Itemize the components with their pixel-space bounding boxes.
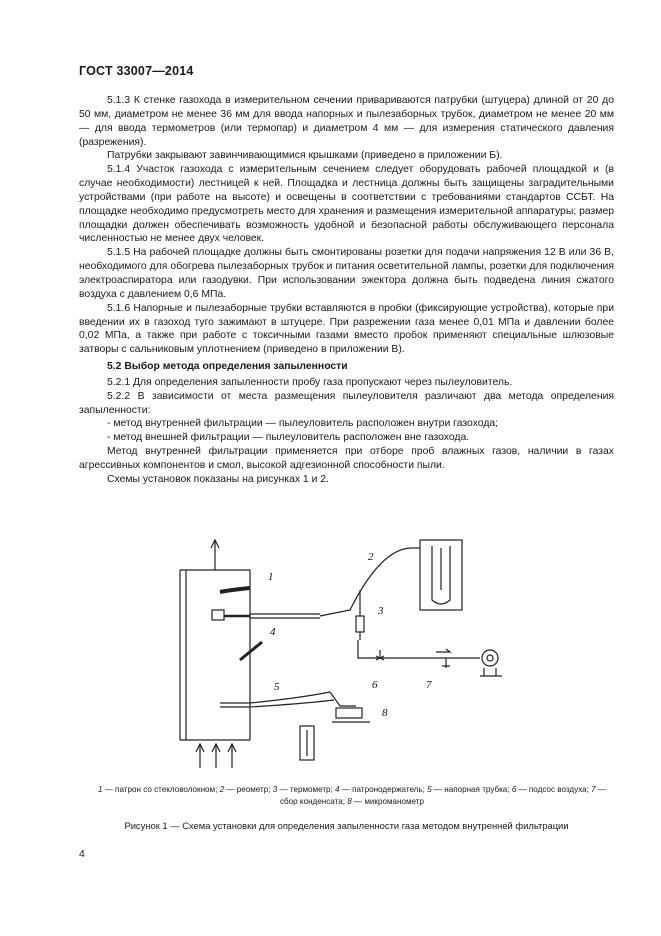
heated-hose xyxy=(220,588,250,592)
list-item-internal: - метод внутренней фильтрации — пылеуловитель расположен внутри газохода; xyxy=(107,418,499,430)
legend-item-1: 1 — патрон со стекловолокном; xyxy=(97,785,220,794)
label-5: 5 xyxy=(274,681,280,693)
micromanometer-tube xyxy=(330,692,356,706)
legend-item-7: 7 — сбор конденсата; xyxy=(280,785,607,806)
paragraph-5-1-3: 5.1.3 К стенке газохода в измерительном сечении привариваются патрубки (штуцера) длиной от 20 до 50 мм, диаметром не менее 36 мм для ввода напорных и пылезаборных трубок, диаметром не менее 20 мм — для ввода термометров (или термопар) и диаметром 4 мм — для измерения статического давления (разрежения). xyxy=(79,95,614,148)
suction-line xyxy=(358,640,480,658)
section-heading-5-2: 5.2 Выбор метода определения запыленности xyxy=(107,361,348,373)
pump-circle xyxy=(482,650,498,666)
label-2: 2 xyxy=(368,551,374,563)
flow-arrow-bottom-1 xyxy=(196,744,204,768)
label-3: 3 xyxy=(378,605,384,617)
legend-item-8: 8 — микроманометр xyxy=(347,797,424,806)
page-number: 4 xyxy=(79,848,85,860)
legend-item-6: 6 — подсос воздуха; xyxy=(511,785,592,794)
figure-caption: Рисунок 1 — Схема установки для определения запыленности газа методом внутренней фильтрации xyxy=(124,820,569,831)
paragraph-schemes: Схемы установок показаны на рисунках 1 и 2. xyxy=(107,473,329,485)
thermometer-bulb xyxy=(356,616,364,632)
paragraph-internal-method: Метод внутренней фильтрации применяется при отборе проб влажных газов, наличии в газах агрессивных компонентов и смол, высокой адгезионной способности пыли. xyxy=(79,446,614,471)
label-1: 1 xyxy=(268,571,274,583)
legend-item-4: 4 — патронодержатель; xyxy=(335,785,428,794)
valve-condensate xyxy=(442,658,450,668)
paragraph-5-1-6: 5.1.6 Напорные и пылезаборные трубки вставляются в пробки (фиксирующие устройства), которые при введении их в газоход туго зажимают в штуцере. При разрежении газа менее 0,01 МПа и давлении более 0,02 МПа, а также при работе с токсичными газами вместо пробок применяют специальные шлюзовые затворы с сальниковым уплотнением (приведено в приложении В). xyxy=(79,302,614,356)
micromanometer-body xyxy=(336,708,362,718)
document-header: ГОСТ 33007—2014 xyxy=(79,64,194,78)
flow-arrow-side xyxy=(436,649,450,652)
pump-base xyxy=(480,668,502,676)
flow-arrow-bottom-3 xyxy=(228,744,236,768)
cartridge-holder-rod xyxy=(240,642,262,660)
installation-diagram xyxy=(150,530,530,775)
figure-legend xyxy=(92,784,612,808)
paragraph-5-1-4: 5.1.4 Участок газохода с измерительным сечением следует оборудовать рабочей площадкой и (в случае необходимости) лестницей к ней. Площадка и лестница должны быть защищены заградительными устройствами (при работе на высоте) и освещены в соответствии с требованиями стандартов ССБТ. На площадке необходимо предусмотреть место для хранения и размещения измерительной аппаратуры; размер площадки должен обеспечивать возможность удобной и безопасной работы обслуживающего персонала численностью не менее двух человек. xyxy=(79,164,614,245)
pitot-tube-inside xyxy=(220,703,250,707)
legend-item-2: 2 — реометр; xyxy=(219,785,273,794)
legend-item-5: 5 — напорная трубка; xyxy=(427,785,512,794)
cartridge-filter xyxy=(212,610,224,620)
legend-item-3: 3 — термометр; xyxy=(272,785,336,794)
label-8: 8 xyxy=(382,707,388,719)
paragraph-5-1-5: 5.1.5 На рабочей площадке должны быть смонтированы розетки для подачи напряжения 12 В или 36 В, необходимого для обогрева пылезаборных трубок и питания осветительной лампы, розетки для подключения электроаспиратора или газодувки. При использовании эжектора должна быть подведена линия сжатого воздуха с давлением 0,6 МПа. xyxy=(79,247,614,300)
body-text xyxy=(79,94,614,487)
pitot-tube-outside xyxy=(250,692,334,707)
label-6: 6 xyxy=(372,679,378,691)
label-4: 4 xyxy=(270,626,276,638)
probe-tube-outer xyxy=(250,614,320,618)
paragraph-5-2-1: 5.2.1 Для определения запыленности пробу газа пропускают через пылеуловитель. xyxy=(107,376,513,388)
paragraph-5-2-2: 5.2.2 В зависимости от места размещения пылеуловителя различают два метода определения запыленности: xyxy=(79,390,614,416)
list-item-external: - метод внешней фильтрации — пылеуловитель расположен вне газохода. xyxy=(107,432,470,444)
label-7: 7 xyxy=(426,679,432,691)
paragraph-caps: Патрубки закрывают завинчивающимися крышками (приведено в приложении Б). xyxy=(107,150,503,162)
flow-arrow-bottom-2 xyxy=(212,744,220,768)
